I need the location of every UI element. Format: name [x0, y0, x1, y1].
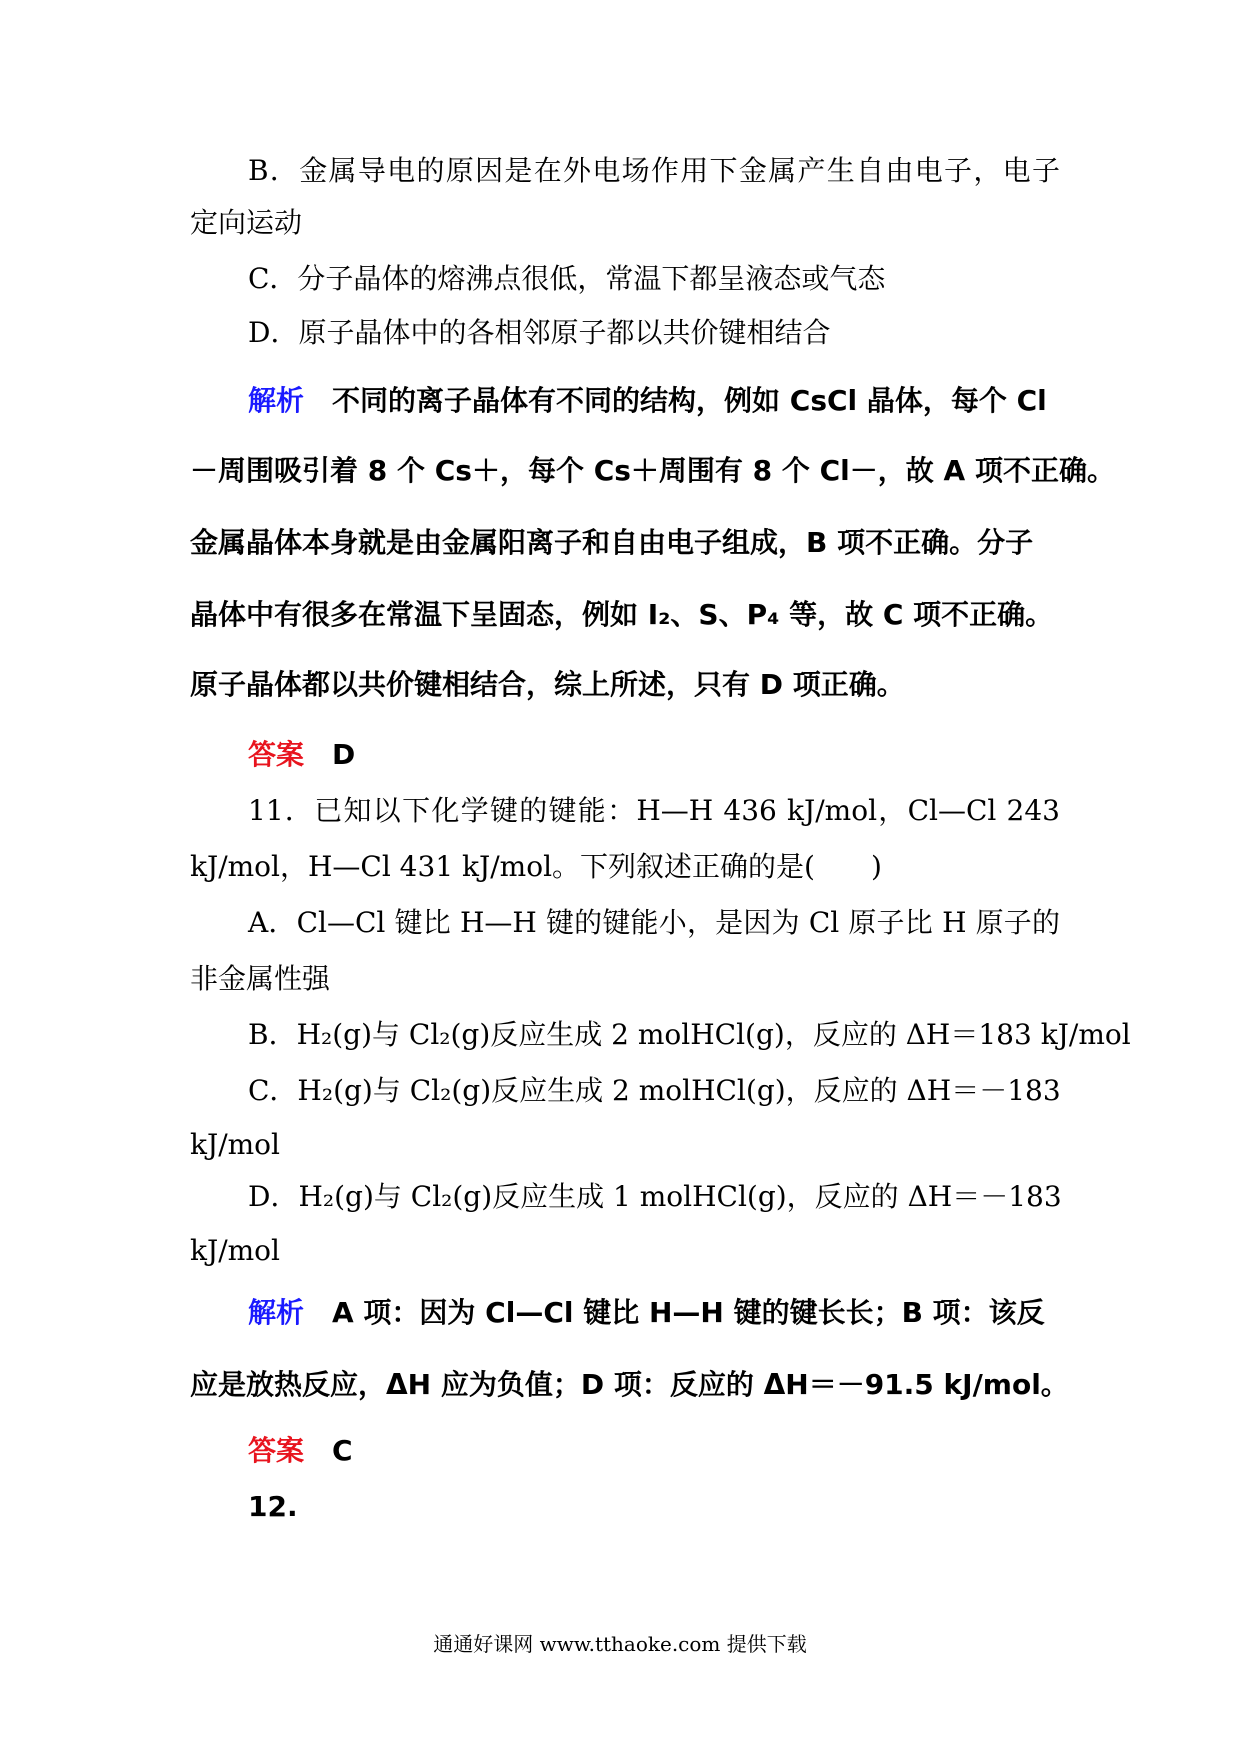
- q10-option-d: D．原子晶体中的各相邻原子都以共价键相结合: [248, 316, 831, 349]
- q12-number: 12.: [248, 1490, 298, 1523]
- q11-stem-line2: kJ/mol，H—Cl 431 kJ/mol。下列叙述正确的是( ): [190, 850, 882, 883]
- q10-option-c: C．分子晶体的熔沸点很低，常温下都呈液态或气态: [248, 262, 886, 295]
- q11-option-a-line1: A．Cl—Cl 键比 H—H 键的键能小，是因为 Cl 原子比 H 原子的: [248, 906, 1060, 939]
- q11-analysis-line1: [248, 1294, 1060, 1332]
- q10-answer: [248, 736, 1060, 774]
- q11-option-a-line2: 非金属性强: [190, 962, 331, 995]
- q10-analysis-line3: 金属晶体本身就是由金属阳离子和自由电子组成，B 项不正确。分子: [190, 526, 1034, 559]
- answer-value: C: [332, 1434, 353, 1467]
- analysis-text: A 项：因为 Cl—Cl 键比 H—H 键的键长长；B 项：该反: [332, 1296, 1045, 1329]
- analysis-label: 解析: [248, 384, 305, 417]
- q10-analysis-line5: 原子晶体都以共价键相结合，综上所述，只有 D 项正确。: [190, 668, 905, 701]
- q10-analysis-line1: [248, 382, 1060, 420]
- page-footer: 通通好课网 www.tthaoke.com 提供下载: [433, 1632, 807, 1656]
- q10-option-b-line2: 定向运动: [190, 206, 303, 239]
- analysis-text: 不同的离子晶体有不同的结构，例如 CsCl 晶体，每个 Cl: [332, 384, 1047, 417]
- q10-option-b-line1: B．金属导电的原因是在外电场作用下金属产生自由电子，电子: [248, 154, 1060, 187]
- q11-analysis-line2: 应是放热反应，ΔH 应为负值；D 项：反应的 ΔH＝－91.5 kJ/mol。: [190, 1368, 1069, 1401]
- q11-answer: [248, 1432, 1060, 1470]
- q11-option-c-line1: C．H₂(g)与 Cl₂(g)反应生成 2 molHCl(g)，反应的 ΔH＝－183: [248, 1074, 1061, 1107]
- q11-stem-line1: 11．已知以下化学键的键能：H—H 436 kJ/mol，Cl—Cl 243: [248, 794, 1060, 827]
- q10-analysis-line4: 晶体中有很多在常温下呈固态，例如 I₂、S、P₄ 等，故 C 项不正确。: [190, 598, 1054, 631]
- q11-option-b: B．H₂(g)与 Cl₂(g)反应生成 2 molHCl(g)，反应的 ΔH＝183 kJ/mol: [248, 1018, 1131, 1051]
- answer-label: 答案: [248, 1434, 305, 1467]
- q11-option-d-line2: kJ/mol: [190, 1234, 280, 1267]
- analysis-label: 解析: [248, 1296, 305, 1329]
- q10-analysis-line2: －周围吸引着 8 个 Cs＋，每个 Cs＋周围有 8 个 Cl－，故 A 项不正确。: [190, 454, 1115, 487]
- answer-value: D: [332, 738, 356, 771]
- q11-option-c-line2: kJ/mol: [190, 1128, 280, 1161]
- answer-label: 答案: [248, 738, 305, 771]
- q11-option-d-line1: D．H₂(g)与 Cl₂(g)反应生成 1 molHCl(g)，反应的 ΔH＝－183: [248, 1180, 1062, 1213]
